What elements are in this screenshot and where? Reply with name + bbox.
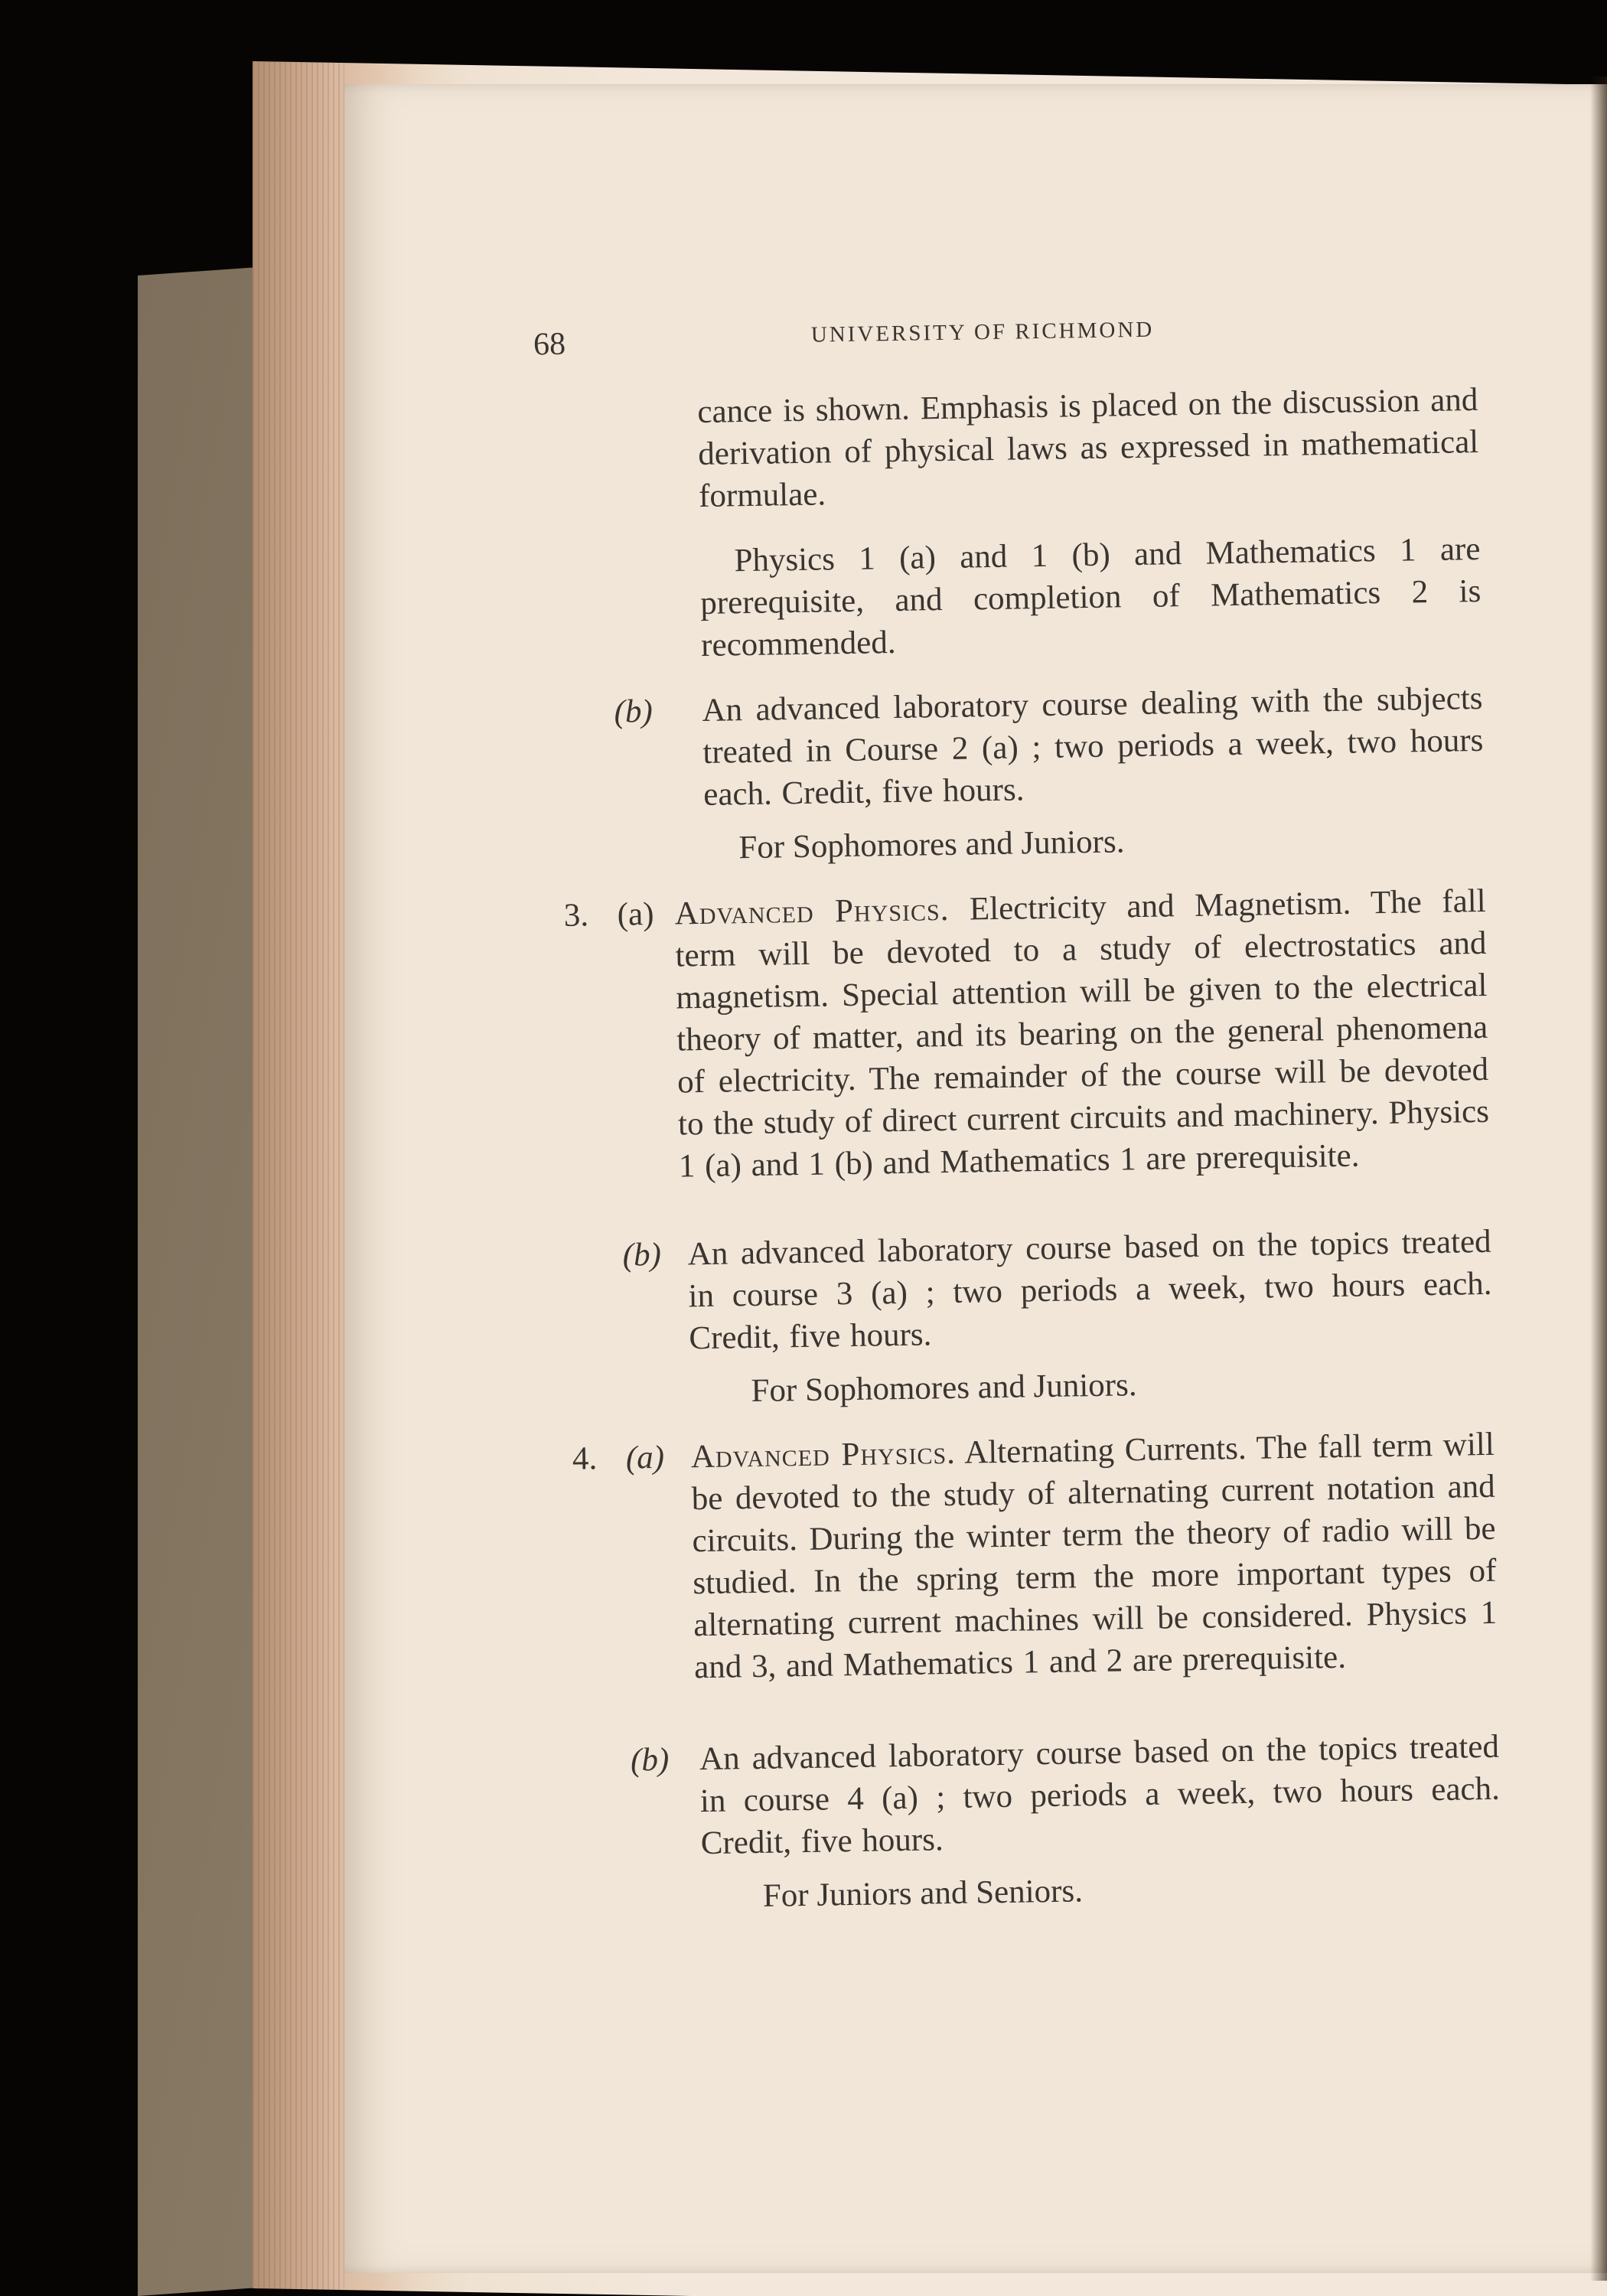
course-3-audience: For Sophomores and Juniors.: [751, 1367, 1137, 1410]
paragraph-course-3b: An advanced laboratory course based on the topics treated in course 3 (a) ; two periods a week, two hours each. Credit, five hours.: [687, 1223, 1492, 1357]
paragraph-course-2b: An advanced laboratory course dealing with the subjects treated in Course 2 (a) ; two periods a week, two hours each. Credit, five hours.: [702, 680, 1484, 813]
paragraph-continuation: cance is shown. Emphasis is placed on the discussion and derivation of physical laws as expressed in mathematical formulae.: [697, 381, 1479, 514]
course-3b-marker: [622, 1234, 661, 1277]
course-4-number: 4.: [572, 1440, 598, 1477]
paragraph-course-3a: [674, 880, 1490, 1188]
running-head: UNIVERSITY OF RICHMOND: [810, 317, 1155, 347]
course-3a-marker: (a): [617, 895, 654, 933]
course-4a-body: Alternating Currents. The fall term will be devoted to the study of alternating current notation and circuits. During the winter term the theory of radio will be studied. In the spring term the more important types of alternating current machines will be considered. Physics 1 and 3, and Mathematics 1 and 2 are prerequisite.: [691, 1426, 1498, 1686]
course-3a-body: Electricity and Magnetism. The fall term will be devoted to a study of electrostatics and magnetism. Special attention will be given to the electrical theory of matter, and its bearing on the general phenomena of electricity. The remainder of the course will be devoted to the study of direct current circuits and machinery. Physics 1 (a) and 1 (b) and Mathematics 1 are prerequisite.: [675, 882, 1490, 1185]
course-4b-marker: [631, 1739, 670, 1782]
course-4a-marker: [625, 1437, 664, 1479]
page-number: 68: [533, 326, 566, 363]
course-3a-title: Advanced Physics.: [674, 891, 950, 932]
course-4-audience: For Juniors and Seniors.: [762, 1873, 1084, 1914]
paragraph-course-4b: An advanced laboratory course based on the topics treated in course 4 (a) ; two periods a week, two hours each. Credit, five hours.: [699, 1728, 1501, 1862]
paragraph-prerequisite-2a: Physics 1 (a) and 1 (b) and Mathematics 1 are prerequisite, and completion of Mathematics 2 is recommended.: [699, 530, 1482, 664]
course-2b-marker: [614, 690, 653, 733]
course-2b-marker-text: (b): [614, 693, 654, 730]
paragraph-course-4a: [690, 1424, 1498, 1688]
course-4a-marker-text: (a): [625, 1439, 665, 1476]
course-2-audience: For Sophomores and Juniors.: [738, 823, 1125, 866]
course-4b-marker-text: (b): [630, 1741, 670, 1779]
course-4a-title: Advanced Physics.: [690, 1434, 957, 1476]
course-3-number: 3.: [563, 897, 589, 934]
course-3b-marker-text: (b): [622, 1236, 662, 1274]
